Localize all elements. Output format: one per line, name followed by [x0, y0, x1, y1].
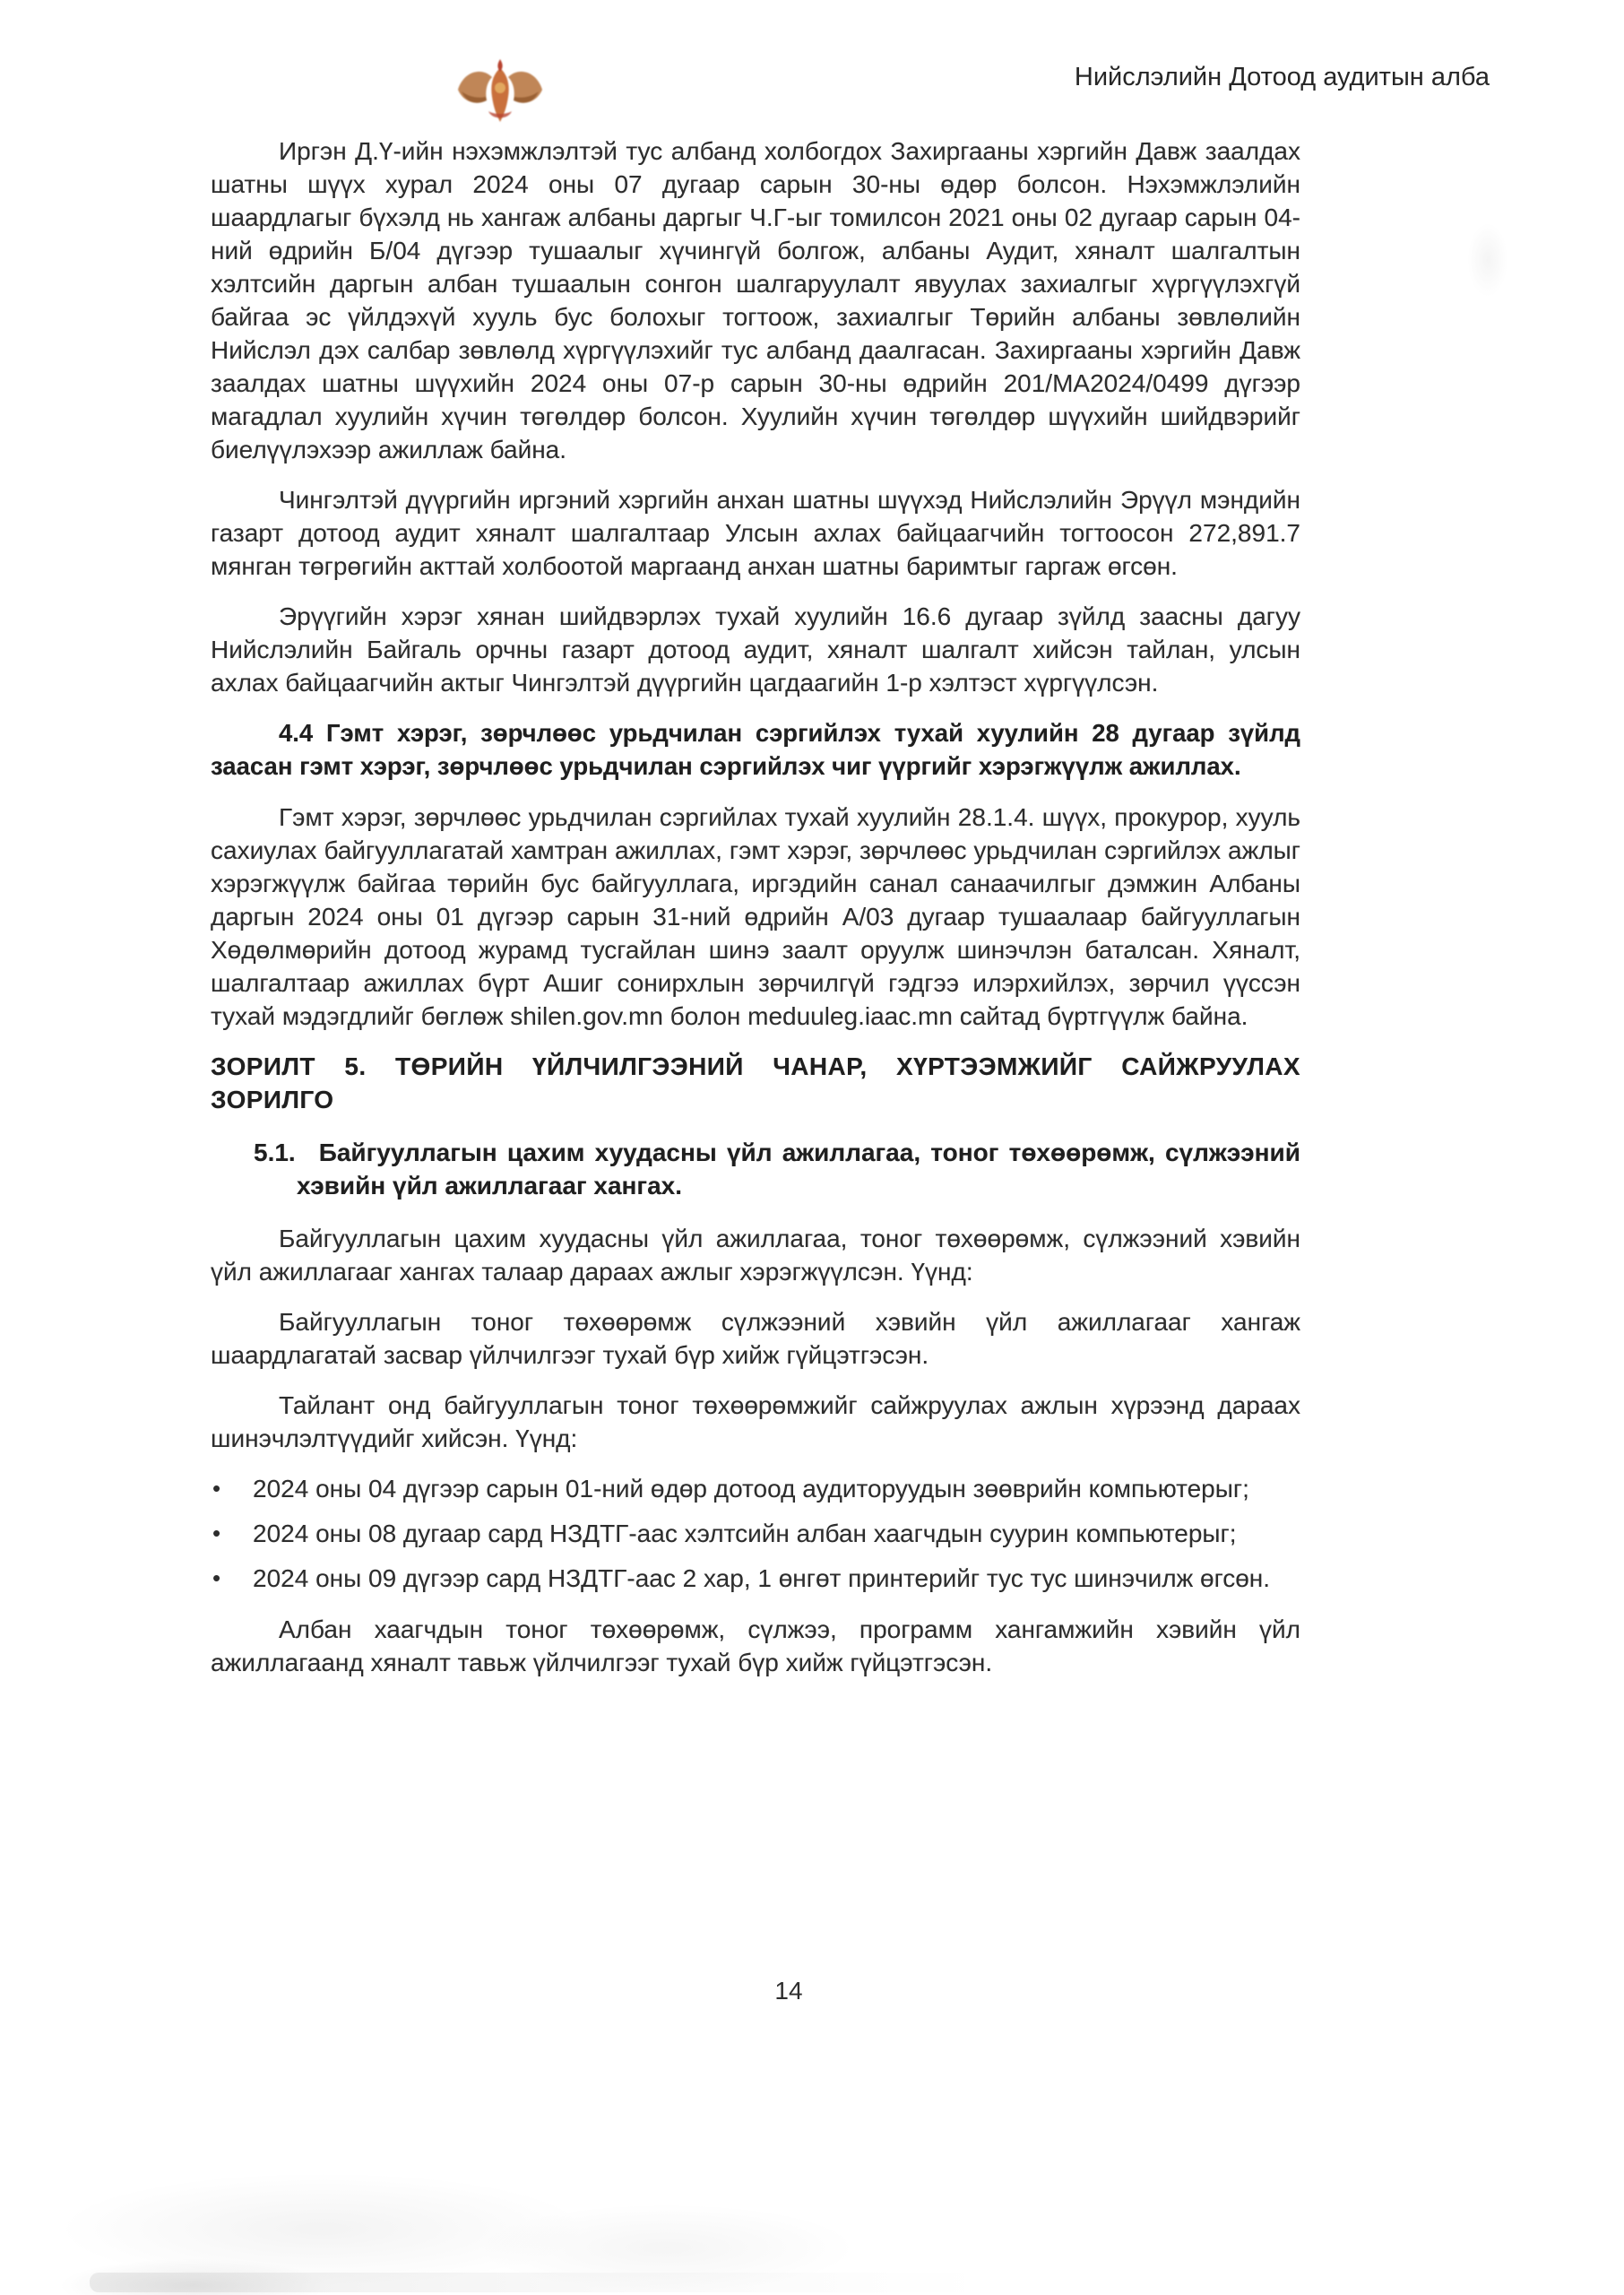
header-org-name: Нийслэлийн Дотоод аудитын алба	[1074, 63, 1490, 91]
scan-artifact	[90, 2273, 986, 2292]
scan-artifact	[0, 2107, 1075, 2295]
paragraph-criminal-procedure-report: Эрүүгийн хэрэг хянан шийдвэрлэх тухай хуулийн 16.6 дугаар зүйлд заасны дагуу Нийслэлийн Байгаль орчны газарт дотоод аудит, хяналт шалгалт хийсэн тайлан, улсын ахлах байцаагчийн актыг Чингэлтэй дүүргийн цагдаагийн 1-р хэлтэст хүргүүлсэн.	[211, 602, 1300, 697]
paragraph-equipment-upgrades-intro: Тайлант онд байгууллагын тоног төхөөрөмжийг сайжруулах ажлын хүрээнд дараах шинэчлэлтүүдийг хийсэн. Үүнд:	[211, 1391, 1300, 1452]
list-item	[211, 1472, 1300, 1505]
list-item	[211, 1562, 1300, 1595]
organization-emblem-logo	[445, 56, 555, 127]
list-item-text: 2024 оны 09 дүгээр сард НЗДТГ-аас 2 хар, 1 өнгөт принтерийг тус тус шинэчилж өгсөн.	[253, 1564, 1271, 1592]
goal-5-heading: ЗОРИЛТ 5. ТӨРИЙН ҮЙЛЧИЛГЭЭНИЙ ЧАНАР, ХҮРТЭЭМЖИЙГ САЙЖРУУЛАХ ЗОРИЛГО	[211, 1052, 1300, 1113]
list-item-text: 2024 оны 04 дүгээр сарын 01-ний өдөр дотоод аудиторуудын зөөврийн компьютерыг;	[253, 1475, 1249, 1503]
bullet-icon: •	[212, 1475, 221, 1502]
document-body	[211, 134, 1300, 1696]
paragraph-administrative-court-case: Иргэн Д.Ү-ийн нэхэмжлэлтэй тус албанд холбогдох Захиргааны хэргийн Давж заалдах шатны шүүх хурал 2024 оны 07 дугаар сарын 30-ны өдөр болсон. Нэхэмжлэлийн шаардлагыг бүхэлд нь хангаж албаны даргыг Ч.Г-ыг томилсон 2021 оны 02 дугаар сарын 04-ний өдрийн Б/04 дүгээр тушаалыг хүчингүй болгож, албаны Аудит, хяналт шалгалтын хэлтсийн даргын албан тушаалын сонгон шалгаруулалт явуулах захиалгыг хүргүүлэхгүй байгаа эс үйлдэхүй хууль бус болохыг тогтоож, захиалгыг Төрийн албаны зөвлөлийн Нийслэл дэх салбар зөвлөлд хүргүүлэхийг тус албанд даалгасан. Захиргааны хэргийн Давж заалдах шатны шүүхийн 2024 оны 07-р сарын 30-ны өдрийн 201/МА2024/0499 дүгээр магадлал хуулийн хүчин төгөлдөр болсон. Хуулийн хүчин төгөлдөр шүүхийн шийдвэрийг биелүүлэхээр ажиллаж байна.	[211, 137, 1300, 463]
paragraph-website-operations-intro: Байгууллагын цахим хуудасны үйл ажиллагаа, тоног төхөөрөмж, сүлжээний хэвийн үйл ажиллагааг хангах талаар дараах ажлыг хэрэгжүүлсэн. Үүнд:	[211, 1225, 1300, 1286]
list-item	[211, 1517, 1300, 1550]
bullet-icon: •	[212, 1564, 221, 1591]
paragraph-chingeltei-civil-court: Чингэлтэй дүүргийн иргэний хэргийн анхан шатны шүүхэд Нийслэлийн Эрүүл мэндийн газарт дотоод аудит хяналт шалгалтаар Улсын ахлах байцаагчийн тогтоосон 272,891.7 мянган төгрөгийн акттай холбоотой маргаанд анхан шатны баримтыг гаргаж өгсөн.	[211, 486, 1300, 580]
section-heading-4-4: 4.4 Гэмт хэрэг, зөрчлөөс урьдчилан сэргийлэх тухай хуулийн 28 дугаар зүйлд заасан гэмт хэрэг, зөрчлөөс урьдчилан сэргийлэх чиг үүргийг хэрэгжүүлж ажиллах.	[211, 719, 1300, 780]
list-item-text: 2024 оны 08 дугаар сард НЗДТГ-аас хэлтсийн албан хаагчдын суурин компьютерыг;	[253, 1520, 1237, 1547]
equipment-upgrade-list	[211, 1472, 1300, 1595]
paragraph-staff-equipment-monitoring: Албан хаагчдын тоног төхөөрөмж, сүлжээ, программ хангамжийн хэвийн үйл ажиллагаанд хяналт тавьж үйлчилгээг тухай бүр хийж гүйцэтгэсэн.	[211, 1615, 1300, 1676]
emblem-center-disc	[495, 82, 505, 93]
bullet-icon: •	[212, 1520, 221, 1546]
subsection-5-1-heading	[254, 1136, 1300, 1202]
paragraph-equipment-maintenance: Байгууллагын тоног төхөөрөмж сүлжээний хэвийн үйл ажиллагааг хангаж шаардлагатай засвар үйлчилгээг тухай бүр хийж гүйцэтгэсэн.	[211, 1308, 1300, 1369]
page-number: 14	[774, 1977, 803, 2005]
paragraph-crime-prevention-measures: Гэмт хэрэг, зөрчлөөс урьдчилан сэргийлах тухай хуулийн 28.1.4. шүүх, прокурор, хууль сахиулах байгууллагатай хамтран ажиллах, гэмт хэрэг, зөрчлөөс урьдчилан сэргийлэх ажлыг хэрэгжүүлж байгаа төрийн бус байгууллага, иргэдийн санал санаачилгыг дэмжин Албаны даргын 2024 оны 01 дүгээр сарын 31-ний өдрийн А/03 дугаар тушаалаар байгууллагын Хөдөлмөрийн дотоод журамд тусгайлан шинэ заалт оруулж шинэчлэн баталсан. Хяналт, шалгалтаар ажиллах бүрт Ашиг сонирхлын зөрчилгүй гэдгээ илэрхийлэх, зөрчил үүссэн тухай мэдэгдлийг бөглөж shilen.gov.mn болон meduuleg.iaac.mn сайтад бүртгүүлж байна.	[211, 803, 1300, 1030]
subsection-5-1-title: Байгууллагын цахим хуудасны үйл ажиллагаа, тоног төхөөрөмж, сүлжээний хэвийн үйл ажиллагааг хангах.	[297, 1139, 1300, 1199]
scan-artifact	[1461, 206, 1515, 314]
subsection-5-1-number: 5.1.	[254, 1139, 296, 1166]
